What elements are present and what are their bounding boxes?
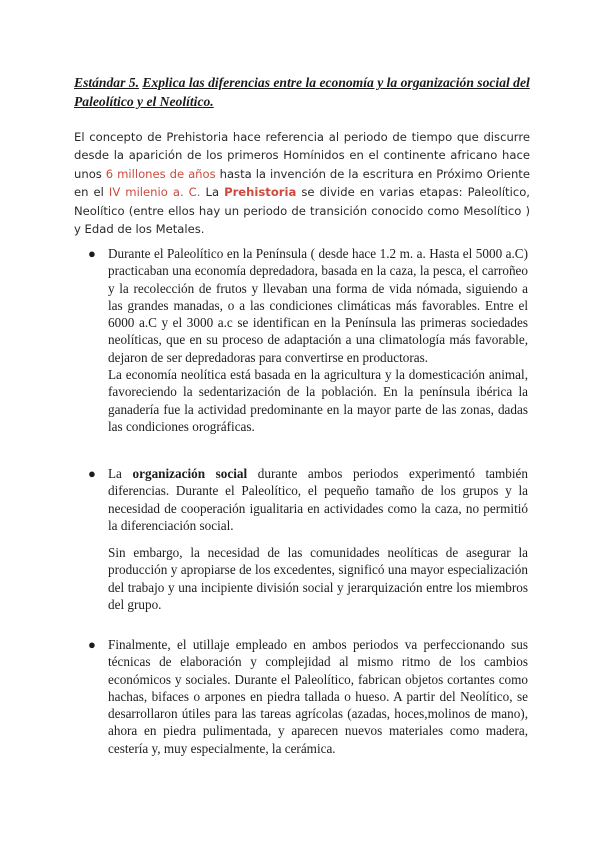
intro-text-1: El concepto de Prehistoria hace referencia al periodo de tiempo que discurre desde la aparición de los primeros Homínidos en el continente africano hace unos bbox=[74, 130, 530, 181]
bullet-economia-paragraph-1: Durante el Paleolítico en la Península ( desde hace 1.2 m. a. Hasta el 5000 a.C) practicaban una economía depredadora, basada en la caza, la pesca, el carroñeo y la recolección de frutos y llevaban una forma de vida nómada, siguiendo a las grandes manadas, o a las condiciones climáticas más favorables. Entre el 6000 a.C y el 3000 a.c se identifican en la Península las primeras sociedades neolíticas, que en su proceso de adaptación a una climatología más favorable, dejaron de ser depredadoras para convertirse en productoras. bbox=[108, 246, 528, 365]
intro-text-2: hasta la invención de la escritura en Próximo Oriente en el bbox=[74, 166, 530, 200]
bullet-economia-paragraph-2: La economía neolítica está basada en la agricultura y la domesticación animal, favoreciendo la sedentarización de la población. En la península ibérica la ganadería fue la actividad predominante en la mayor parte de las zonas, dadas las condiciones orográficas. bbox=[108, 367, 528, 434]
intro-highlight-millennium: IV milenio a. C. bbox=[108, 185, 201, 200]
standard-label: Estándar 5. bbox=[74, 75, 139, 90]
bullet-item-organizacion bbox=[88, 465, 528, 613]
organizacion-bold-term: organización social bbox=[132, 466, 248, 481]
intro-text-3: La bbox=[200, 185, 225, 200]
intro-paragraph bbox=[74, 128, 530, 238]
page-title bbox=[74, 73, 530, 111]
organizacion-text-post: durante ambos periodos experimentó también diferencias. Durante el Paleolítico, el pequeño tamaño de los grupos y la necesidad de cooperación igualitaria en actividades como la caza, no permitió la diferenciación social. bbox=[108, 466, 528, 533]
intro-highlight-prehistoria: Prehistoria bbox=[224, 185, 297, 200]
intro-highlight-years: 6 millones de años bbox=[105, 166, 216, 181]
bullet-organizacion-paragraph-2: Sin embargo, la necesidad de las comunidades neolíticas de asegurar la producción y apropiarse de los excedentes, significó una mayor especialización del trabajo y una incipiente división social y jerarquización entre los miembros del grupo. bbox=[108, 545, 528, 613]
standard-description: Explica las diferencias entre la economía y la organización social del Paleolítico y el Neolítico. bbox=[74, 75, 530, 109]
intro-text-4: se divide en varias etapas: Paleolítico, Neolítico (entre ellos hay un periodo de transición conocido como Mesolítico ) y Edad de los Metales. bbox=[74, 185, 530, 237]
bullet-dot-icon: ● bbox=[88, 637, 96, 652]
bullet-item-utillaje bbox=[88, 636, 528, 757]
bullet-dot-icon: ● bbox=[88, 246, 96, 261]
bullet-item-economia bbox=[88, 245, 528, 435]
bullet-organizacion-paragraph-1 bbox=[108, 465, 528, 534]
bullet-dot-icon: ● bbox=[88, 466, 96, 481]
bullet-utillaje-paragraph: Finalmente, el utillaje empleado en ambos periodos va perfeccionando sus técnicas de elaboración y complejidad al mismo ritmo de los cambios económicos y sociales. Durante el Paleolítico, fabrican objetos cortantes como hachas, bifaces o arpones en piedra tallada o hueso. A partir del Neolítico, se desarrollaron útiles para las tareas agrícolas (azadas, hoces,molinos de mano), ahora en piedra pulimentada, y aparecen nuevos materiales como madera, cestería y, muy especialmente, la cerámica. bbox=[108, 637, 528, 756]
organizacion-text-pre: La bbox=[108, 466, 133, 481]
